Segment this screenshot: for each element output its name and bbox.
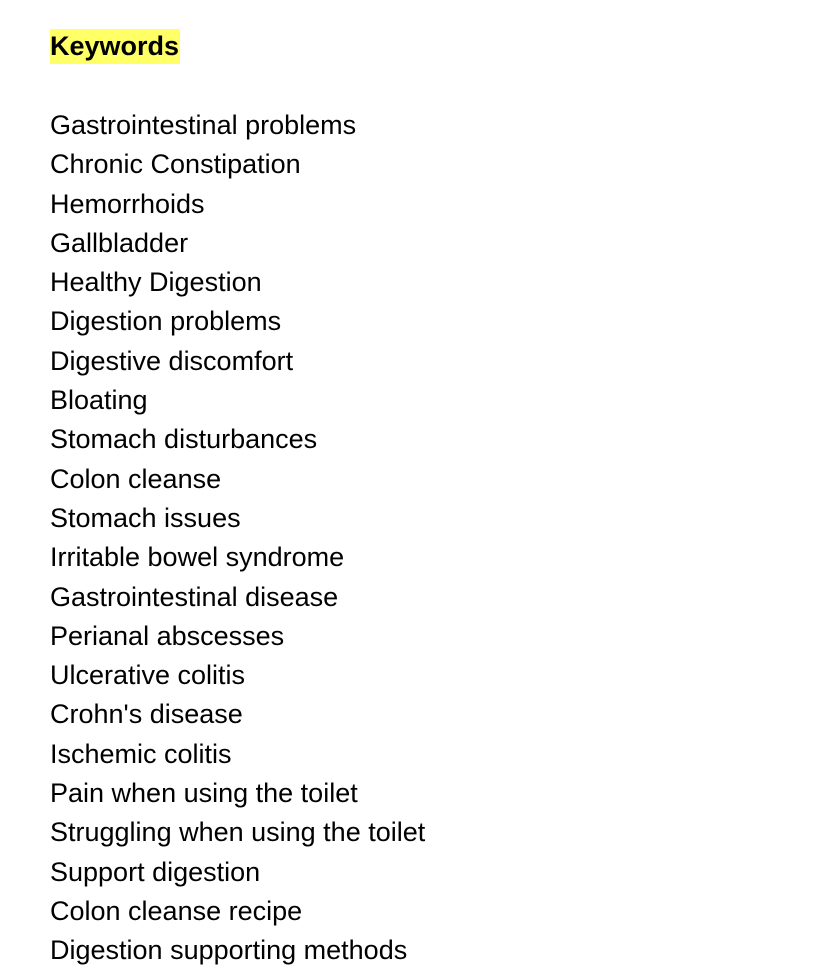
keyword-item: Support digestion <box>50 856 261 887</box>
keyword-item: Stomach issues <box>50 502 241 533</box>
keyword-item: Irritable bowel syndrome <box>50 542 345 573</box>
keyword-item: Hemorrhoids <box>50 188 205 219</box>
keyword-item: Gastrointestinal disease <box>50 581 339 612</box>
keywords-heading: Keywords <box>50 29 180 64</box>
keyword-item: Digestive discomfort <box>50 345 294 376</box>
keyword-item: Gallbladder <box>50 227 189 258</box>
keyword-item: Chronic Constipation <box>50 149 301 180</box>
keyword-item: Colon cleanse recipe <box>50 895 303 926</box>
keyword-item: Ischemic colitis <box>50 738 232 769</box>
keyword-list <box>50 106 425 971</box>
keyword-item: Struggling when using the toilet <box>50 817 426 848</box>
keyword-item: Healthy Digestion <box>50 267 262 298</box>
keyword-item: Digestion problems <box>50 306 282 337</box>
keyword-item: Colon cleanse <box>50 463 222 494</box>
keyword-item: Stomach disturbances <box>50 424 318 455</box>
keyword-item: Pain when using the toilet <box>50 778 358 809</box>
keyword-item: Ulcerative colitis <box>50 660 246 691</box>
keyword-item: Gastrointestinal problems <box>50 110 357 140</box>
keyword-item: Bloating <box>50 385 148 416</box>
keyword-item: Crohn's disease <box>50 699 243 730</box>
keyword-item: Perianal abscesses <box>50 620 285 651</box>
keyword-item: Digestion supporting methods <box>50 935 408 966</box>
